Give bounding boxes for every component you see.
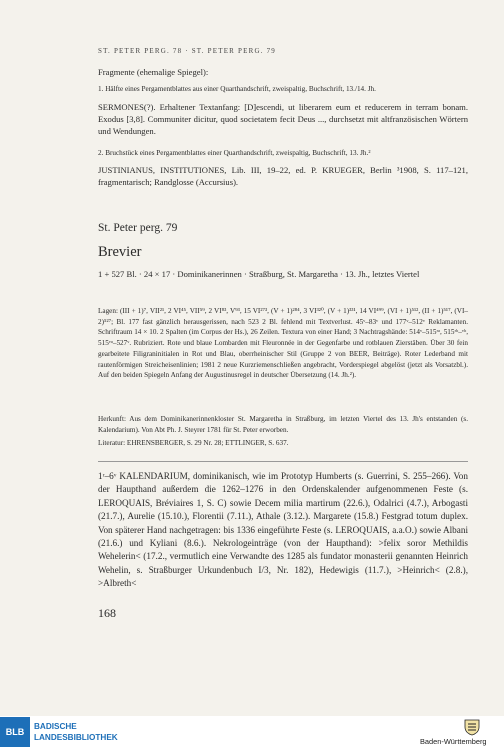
library-name[interactable] [34, 721, 118, 743]
fragment-2-description: 2. Bruchstück eines Pergamentblattes einer Quarthandschrift, zweispaltig, Buchschrift, 13. Jh.² [98, 149, 371, 157]
content-kalendarium: 1ʳ–6ᵛ KALENDARIUM, dominikanisch, wie im Prototyp Humberts (s. Guerrini, S. 255–266). Von der Haupthand außerdem die 1262–1276 in den Ordenskalender aufgenommenen Feste (s. LEROQUAIS, Bréviaires 1, S. C) sowie Decem milia martirum (22.6.), Odalrici (4.7.), Arbogasti (21.7.), Aurelie (15.10.), Florentii (7.11.), Athale (3.12.). Margarete (15.8.) Festgrad totum duplex. Von späterer Hand nachgetragen: bis 1336 eingeführte Feste (s. LEROQUAIS, a.a.O.) sowie Albani (21.6.) und Kyliani (8.6.). Nekrologeinträge (von der Haupthand): >felix soror Methildis Wehelerin< (17.2., vermutlich eine Verwandte des 1285 als fundator monasterii genannten Heinrich Wehelin, s. Straßburger Urkundenbuch I/3, Nr. 182), Hedewigis (11.7.), >Heinrich< (2.8.), >Albreth< [98, 471, 468, 589]
section-divider [98, 461, 468, 462]
manuscript-sigle: St. Peter perg. 79 [98, 222, 178, 234]
manuscript-title: Brevier [98, 244, 142, 260]
coat-of-arms-icon [463, 718, 481, 736]
region-name: Baden-Württemberg [420, 737, 487, 746]
manuscript-summary: 1 + 527 Bl. · 24 × 17 · Dominikanerinnen · Straßburg, St. Margaretha · 13. Jh., letztes Viertel [98, 269, 420, 279]
page-number: 168 [98, 606, 116, 620]
provenance: Herkunft: Aus dem Dominikanerinnenkloster St. Margaretha in Straßburg, im letzten Viertel des 13. Jh's entstanden (s. Kalendarium). Von Abt Ph. J. Steyrer 1781 für St. Peter erworben. [98, 415, 468, 434]
literature: Literatur: EHRENSBERGER, S. 29 Nr. 28; ETTLINGER, S. 637. [98, 439, 289, 447]
running-head: ST. PETER PERG. 78 · ST. PETER PERG. 79 [98, 47, 276, 55]
fragment-1-description: 1. Hälfte eines Pergamentblattes aus einer Quarthandschrift, zweispaltig, Buchschrift, 13./14. Jh. [98, 85, 376, 93]
blb-logo[interactable]: BLB [0, 717, 30, 747]
footer-bar [0, 716, 504, 748]
library-name-line-1: BADISCHE [34, 722, 77, 731]
fragments-heading: Fragmente (ehemalige Spiegel): [98, 67, 209, 77]
fragment-2-text: JUSTINIANUS, INSTITUTIONES, Lib. III, 19–22, ed. P. KRUEGER, Berlin ³1908, S. 117–121, fragmentarisch; Randglosse (Accursius). [98, 165, 468, 188]
fragment-1-text: SERMONES(?). Erhaltener Textanfang: [D]escendi, ut liberarem eum et reducerem in terram bonam. Exodus [3,8]. Communiter dicitur, quod societatem fecit Deus ..., durchsetzt mit altfranzösischen Wörtern und Wendungen. [98, 102, 468, 137]
codicology-description: Lagen: (III + 1)⁷, VII²¹, 2 VI⁴⁵, VII⁵⁹, 2 VI⁸³, V⁹³, 15 VI²⁷³, (V + 1)²⁸⁴, 3 VI³²⁰, (V + 1)³³¹, 14 VI⁴⁹⁹, (VI + 1)⁵¹², (II + 1)⁵¹⁷, (VI–2)⁵²⁷; Bl. 177 fast gänzlich herausgerissen, nach 523 2 Bl. fehlend mit Textverlust. 45ᵛ–83ᵛ und 177ᵛ–512ᵛ Reklamanten. Schriftraum 14 × 10. 2 Spalten (im Corpus der Hs.), 26 Zeilen. Textura von einer Hand; 3 Nachtragshände: 514ᵛ–515ʳᵃ, 515ʳᵇ–ᵛᵇ, 515ᵛᵃ–527ᵛ. Rubriziert. Rote und blaue Lombarden mit Fleuronnée in der Gegenfarbe und rotblauen Zierstäben. Über 30 fein gearbeitete Filigraninitialen in Rot und Blau, oberrheinischer Stil (Gruppe 2 von BEER, Beiträge). Roter Lederband mit rautenförmigen Streicheisenlinien; 1981 2 neue Kurzriemenschließen angebracht, Vorderspiegel abgelöst (jetzt als Vorsatzbl.). Auf den beiden Spiegeln Anfang der Augustinusregel in deutscher Übersetzung (14. Jh.²). [98, 307, 468, 380]
library-name-line-2: LANDESBIBLIOTHEK [34, 733, 118, 742]
